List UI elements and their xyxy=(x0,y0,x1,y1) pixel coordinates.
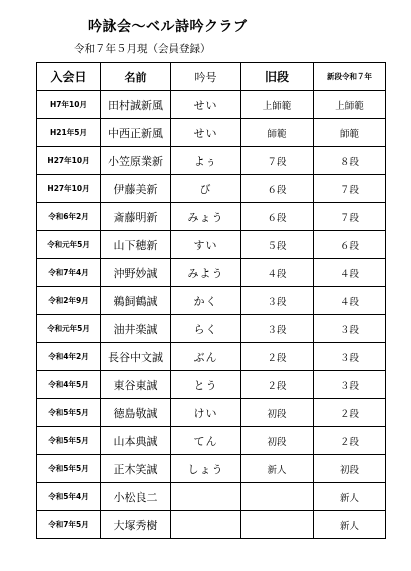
ginko-cell: せい xyxy=(171,119,241,147)
old-dan-cell: ７段 xyxy=(241,147,314,175)
old-dan-cell: ６段 xyxy=(241,175,314,203)
table-row xyxy=(37,147,386,175)
join-date-cell: 令和6年2月 xyxy=(37,203,101,231)
name-cell: 斎藤明新 xyxy=(101,203,171,231)
old-dan-cell: ６段 xyxy=(241,203,314,231)
table-row xyxy=(37,259,386,287)
header-join-date: 入会日 xyxy=(37,63,101,91)
old-dan-cell: ２段 xyxy=(241,343,314,371)
ginko-cell: よぅ xyxy=(171,147,241,175)
ginko-cell: らく xyxy=(171,315,241,343)
name-cell: 伊藤美新 xyxy=(101,175,171,203)
join-date-cell: 令和元年5月 xyxy=(37,231,101,259)
name-cell: 田村誠新風 xyxy=(101,91,171,119)
ginko-cell xyxy=(171,511,241,539)
member-roster-table xyxy=(36,62,386,539)
name-cell: 中西正新風 xyxy=(101,119,171,147)
name-cell: 山本典誠 xyxy=(101,427,171,455)
join-date-cell: H7年10月 xyxy=(37,91,101,119)
table-row xyxy=(37,315,386,343)
table-row xyxy=(37,91,386,119)
new-dan-cell: 新人 xyxy=(314,511,386,539)
old-dan-cell: ３段 xyxy=(241,315,314,343)
join-date-cell: 令和7年5月 xyxy=(37,511,101,539)
name-cell: 鵜飼鶴誠 xyxy=(101,287,171,315)
new-dan-cell: ３段 xyxy=(314,371,386,399)
header-ginko: 吟号 xyxy=(171,63,241,91)
name-cell: 徳島敬誠 xyxy=(101,399,171,427)
new-dan-cell: 上師範 xyxy=(314,91,386,119)
name-cell: 山下穂新 xyxy=(101,231,171,259)
old-dan-cell: ３段 xyxy=(241,287,314,315)
table-row xyxy=(37,399,386,427)
new-dan-cell: ６段 xyxy=(314,231,386,259)
table-row xyxy=(37,203,386,231)
join-date-cell: 令和5年5月 xyxy=(37,399,101,427)
new-dan-cell: ７段 xyxy=(314,203,386,231)
join-date-cell: 令和5年5月 xyxy=(37,455,101,483)
name-cell: 油井楽誠 xyxy=(101,315,171,343)
join-date-cell: 令和4年5月 xyxy=(37,371,101,399)
new-dan-cell: 初段 xyxy=(314,455,386,483)
ginko-cell: みよう xyxy=(171,259,241,287)
old-dan-cell: 新人 xyxy=(241,455,314,483)
old-dan-cell: ５段 xyxy=(241,231,314,259)
table-header-row xyxy=(37,63,386,91)
name-cell: 東谷東誠 xyxy=(101,371,171,399)
join-date-cell: 令和2年9月 xyxy=(37,287,101,315)
name-cell: 長谷中文誠 xyxy=(101,343,171,371)
new-dan-cell: ４段 xyxy=(314,287,386,315)
header-name: 名前 xyxy=(101,63,171,91)
old-dan-cell: 初段 xyxy=(241,399,314,427)
name-cell: 沖野妙誠 xyxy=(101,259,171,287)
join-date-cell: 令和7年4月 xyxy=(37,259,101,287)
old-dan-cell: ２段 xyxy=(241,371,314,399)
table-row xyxy=(37,175,386,203)
old-dan-cell: 師範 xyxy=(241,119,314,147)
new-dan-cell: ４段 xyxy=(314,259,386,287)
join-date-cell: H27年10月 xyxy=(37,147,101,175)
ginko-cell: かく xyxy=(171,287,241,315)
old-dan-cell xyxy=(241,511,314,539)
table-row xyxy=(37,119,386,147)
join-date-cell: 令和5年4月 xyxy=(37,483,101,511)
old-dan-cell: 上師範 xyxy=(241,91,314,119)
ginko-cell: しょう xyxy=(171,455,241,483)
name-cell: 小笠原業新 xyxy=(101,147,171,175)
new-dan-cell: ２段 xyxy=(314,427,386,455)
table-row xyxy=(37,231,386,259)
old-dan-cell: ４段 xyxy=(241,259,314,287)
name-cell: 小松良二 xyxy=(101,483,171,511)
new-dan-cell: 新人 xyxy=(314,483,386,511)
ginko-cell: てん xyxy=(171,427,241,455)
new-dan-cell: 師範 xyxy=(314,119,386,147)
ginko-cell: みょう xyxy=(171,203,241,231)
new-dan-cell: ３段 xyxy=(314,343,386,371)
new-dan-cell: ８段 xyxy=(314,147,386,175)
join-date-cell: 令和5年5月 xyxy=(37,427,101,455)
join-date-cell: H27年10月 xyxy=(37,175,101,203)
name-cell: 大塚秀樹 xyxy=(101,511,171,539)
table-row xyxy=(37,371,386,399)
table-row xyxy=(37,455,386,483)
header-new-dan: 新段令和７年 xyxy=(314,63,386,91)
new-dan-cell: ７段 xyxy=(314,175,386,203)
ginko-cell: せい xyxy=(171,91,241,119)
ginko-cell: ぶん xyxy=(171,343,241,371)
ginko-cell: すい xyxy=(171,231,241,259)
new-dan-cell: ３段 xyxy=(314,315,386,343)
name-cell: 正木笑誠 xyxy=(101,455,171,483)
table-row xyxy=(37,287,386,315)
new-dan-cell: ２段 xyxy=(314,399,386,427)
table-row xyxy=(37,511,386,539)
ginko-cell: び xyxy=(171,175,241,203)
join-date-cell: 令和4年2月 xyxy=(37,343,101,371)
ginko-cell xyxy=(171,483,241,511)
table-row xyxy=(37,427,386,455)
document-subtitle: 令和７年５月現（会員登録） xyxy=(74,43,211,55)
join-date-cell: 令和元年5月 xyxy=(37,315,101,343)
ginko-cell: けい xyxy=(171,399,241,427)
header-old-dan: 旧段 xyxy=(241,63,314,91)
old-dan-cell: 初段 xyxy=(241,427,314,455)
table-row xyxy=(37,483,386,511)
old-dan-cell xyxy=(241,483,314,511)
document-title: 吟詠会～ベル詩吟クラブ xyxy=(88,19,248,35)
table-row xyxy=(37,343,386,371)
ginko-cell: とう xyxy=(171,371,241,399)
join-date-cell: H21年5月 xyxy=(37,119,101,147)
